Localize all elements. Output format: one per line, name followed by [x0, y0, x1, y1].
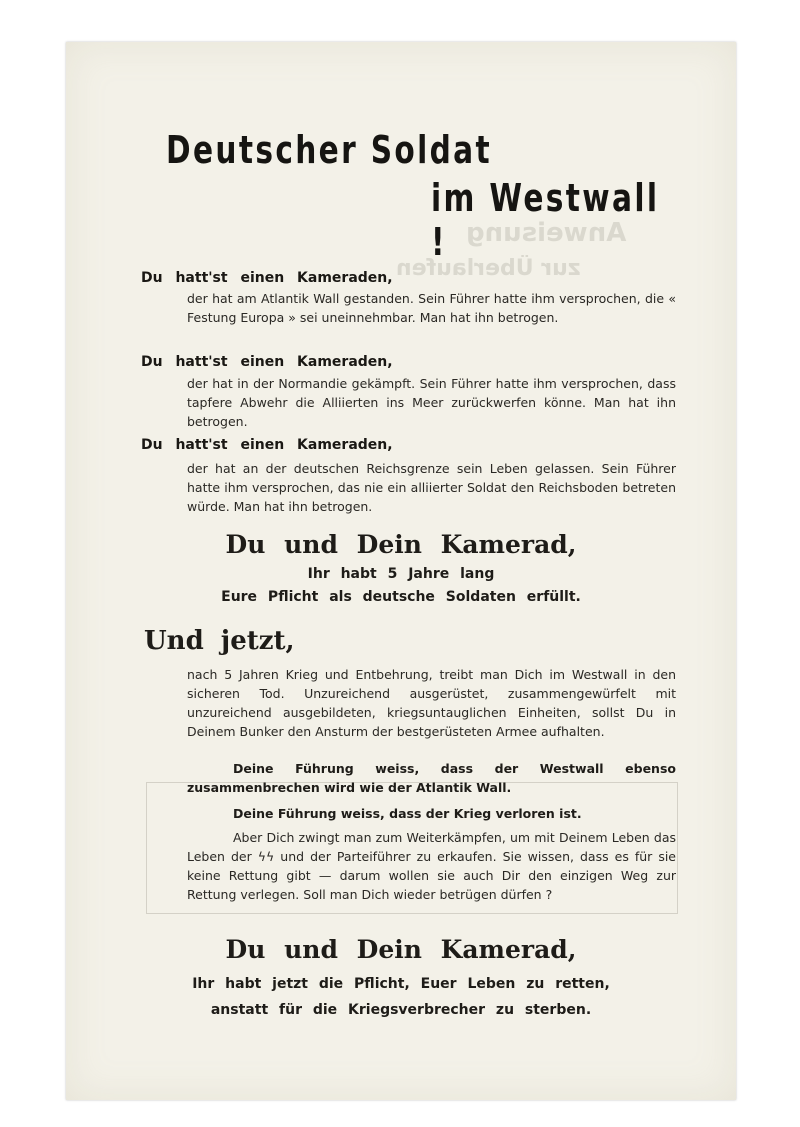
- und-jetzt-text: nach 5 Jahren Krieg und Entbehrung, treibt man Dich im Westwall in den sicheren Tod. Unzureichend ausgerüstet, zusammengewürfelt mit unzureichend ausgebildeten, kriegsuntauglichen Einheiten, sollst Du in Deinem Bunker den Ansturm der bestgerüsteten Armee aufhalten.: [187, 667, 676, 739]
- leaflet-page: [66, 42, 736, 1100]
- section-heading: Du hatt'st einen Kameraden,: [141, 270, 393, 286]
- closing-line-2: anstatt für die Kriegsverbrecher zu sterben.: [210, 1002, 592, 1018]
- section-heading: Du hatt'st einen Kameraden,: [141, 354, 393, 370]
- section-text: der hat an der deutschen Reichsgrenze sein Leben gelassen. Sein Führer hatte ihm versprochen, das nie ein alliierter Soldat den Reichsboden betreten würde. Man hat ihn betrogen.: [187, 461, 676, 514]
- closing-line-1: Ihr habt jetzt die Pflicht, Euer Leben zu retten,: [192, 976, 610, 992]
- title-line-2: im Westwall !: [431, 176, 660, 264]
- leadership-statement-1: Deine Führung weiss, dass der Westwall ebenso zusammenbrechen wird wie der Atlantik Wall.: [187, 761, 676, 795]
- middle-headline: Du und Dein Kamerad,: [225, 530, 577, 559]
- section-text: der hat in der Normandie gekämpft. Sein Führer hatte ihm versprochen, dass tapfere Abwehr die Alliierten ins Meer zurückwerfen könne. Man hat ihn betrogen.: [187, 376, 676, 429]
- middle-line-2: Eure Pflicht als deutsche Soldaten erfüllt.: [221, 589, 581, 605]
- und-jetzt-text-2: Aber Dich zwingt man zum Weiterkämpfen, um mit Deinem Leben das Leben der ϟϟ und der Parteiführer zu erkaufen. Sie wissen, dass es für sie keine Rettung gibt — darum wollen sie auch Dir den einzigen Weg zur Rettung verlegen. Soll man Dich wieder betrügen dürfen ?: [187, 830, 676, 902]
- und-jetzt-heading: Und jetzt,: [144, 626, 295, 656]
- show-through-text: zur Überlaufen: [396, 256, 581, 281]
- section-text: der hat am Atlantik Wall gestanden. Sein Führer hatte ihm versprochen, die « Festung Europa » sei uneinnehmbar. Man hat ihn betrogen.: [187, 291, 676, 325]
- title-line-1: Deutscher Soldat: [166, 128, 493, 172]
- section-heading: Du hatt'st einen Kameraden,: [141, 437, 393, 453]
- closing-headline: Du und Dein Kamerad,: [225, 935, 577, 964]
- leadership-statement-2: Deine Führung weiss, dass der Krieg verloren ist.: [233, 806, 582, 821]
- show-through-text: Anweisung: [466, 218, 627, 248]
- middle-line-1: Ihr habt 5 Jahre lang: [307, 566, 495, 582]
